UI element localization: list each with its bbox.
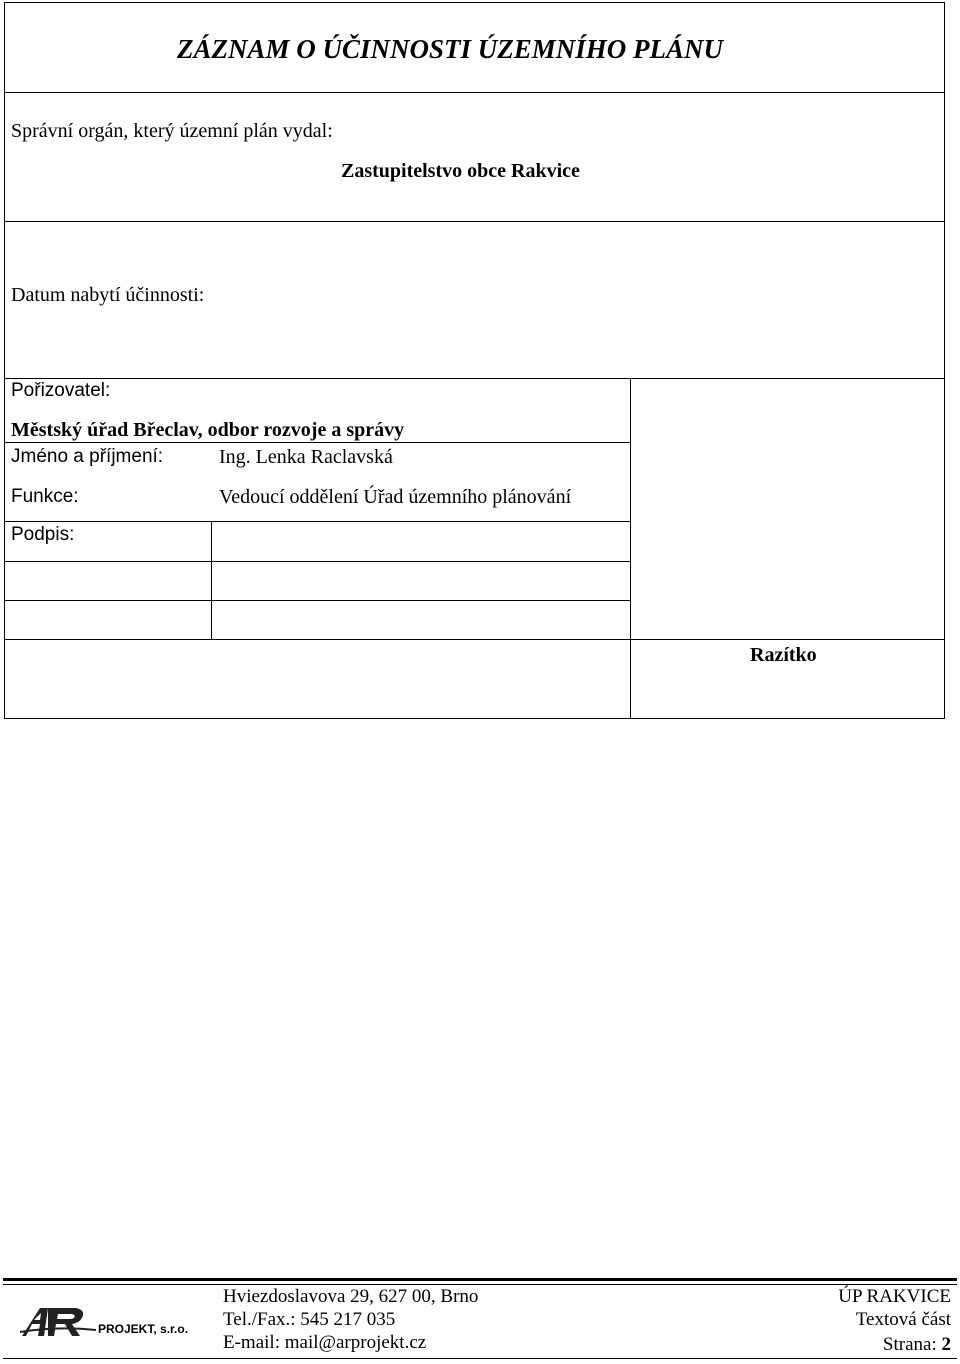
divider-stamp-column [630,378,631,719]
signature-label: Podpis: [11,524,75,545]
footer-part: Textová část [855,1309,951,1330]
footer-address: Hviezdoslavova 29, 627 00, Brno [223,1286,479,1307]
divider-empty-row-3 [4,639,945,640]
logo-text: PROJEKT, s.r.o. [98,1322,189,1336]
divider-empty-row-2 [4,600,631,601]
company-logo [18,1302,198,1342]
authority-label: Správní orgán, který územní plán vydal: [11,120,333,142]
divider-date [4,378,945,379]
form-frame [4,2,945,719]
name-value: Ing. Lenka Raclavská [219,446,393,468]
divider-value-column [211,521,212,639]
footer-plan-name: ÚP RAKVICE [838,1286,951,1307]
divider-authority [4,221,945,222]
procurer-value: Městský úřad Břeclav, odbor rozvoje a správy [11,419,405,441]
procurer-label: Pořizovatel: [11,380,111,401]
footer-email: E-mail: mail@arprojekt.cz [223,1332,427,1353]
name-label: Jméno a příjmení: [11,446,164,467]
footer-bottom-rule [3,1358,957,1359]
footer-rule-thick [3,1278,957,1281]
divider-title [4,92,945,93]
function-label: Funkce: [11,486,79,507]
footer-page-number: 2 [941,1334,951,1355]
stamp-label: Razítko [750,644,817,666]
divider-signature-row [212,521,631,522]
authority-value: Zastupitelstvo obce Rakvice [341,160,580,182]
footer-page [883,1333,951,1356]
function-value: Vedoucí oddělení Úřad územního plánování [219,486,572,508]
footer-rule-thin [3,1284,957,1285]
effective-date-label: Datum nabytí účinnosti: [11,284,205,306]
divider-empty-row-1 [4,561,631,562]
page-title: ZÁZNAM O ÚČINNOSTI ÚZEMNÍHO PLÁNU [177,34,724,64]
divider-name-row [4,442,631,443]
footer-phone: Tel./Fax.: 545 217 035 [223,1309,396,1330]
footer-page-label: Strana: [882,1334,942,1355]
